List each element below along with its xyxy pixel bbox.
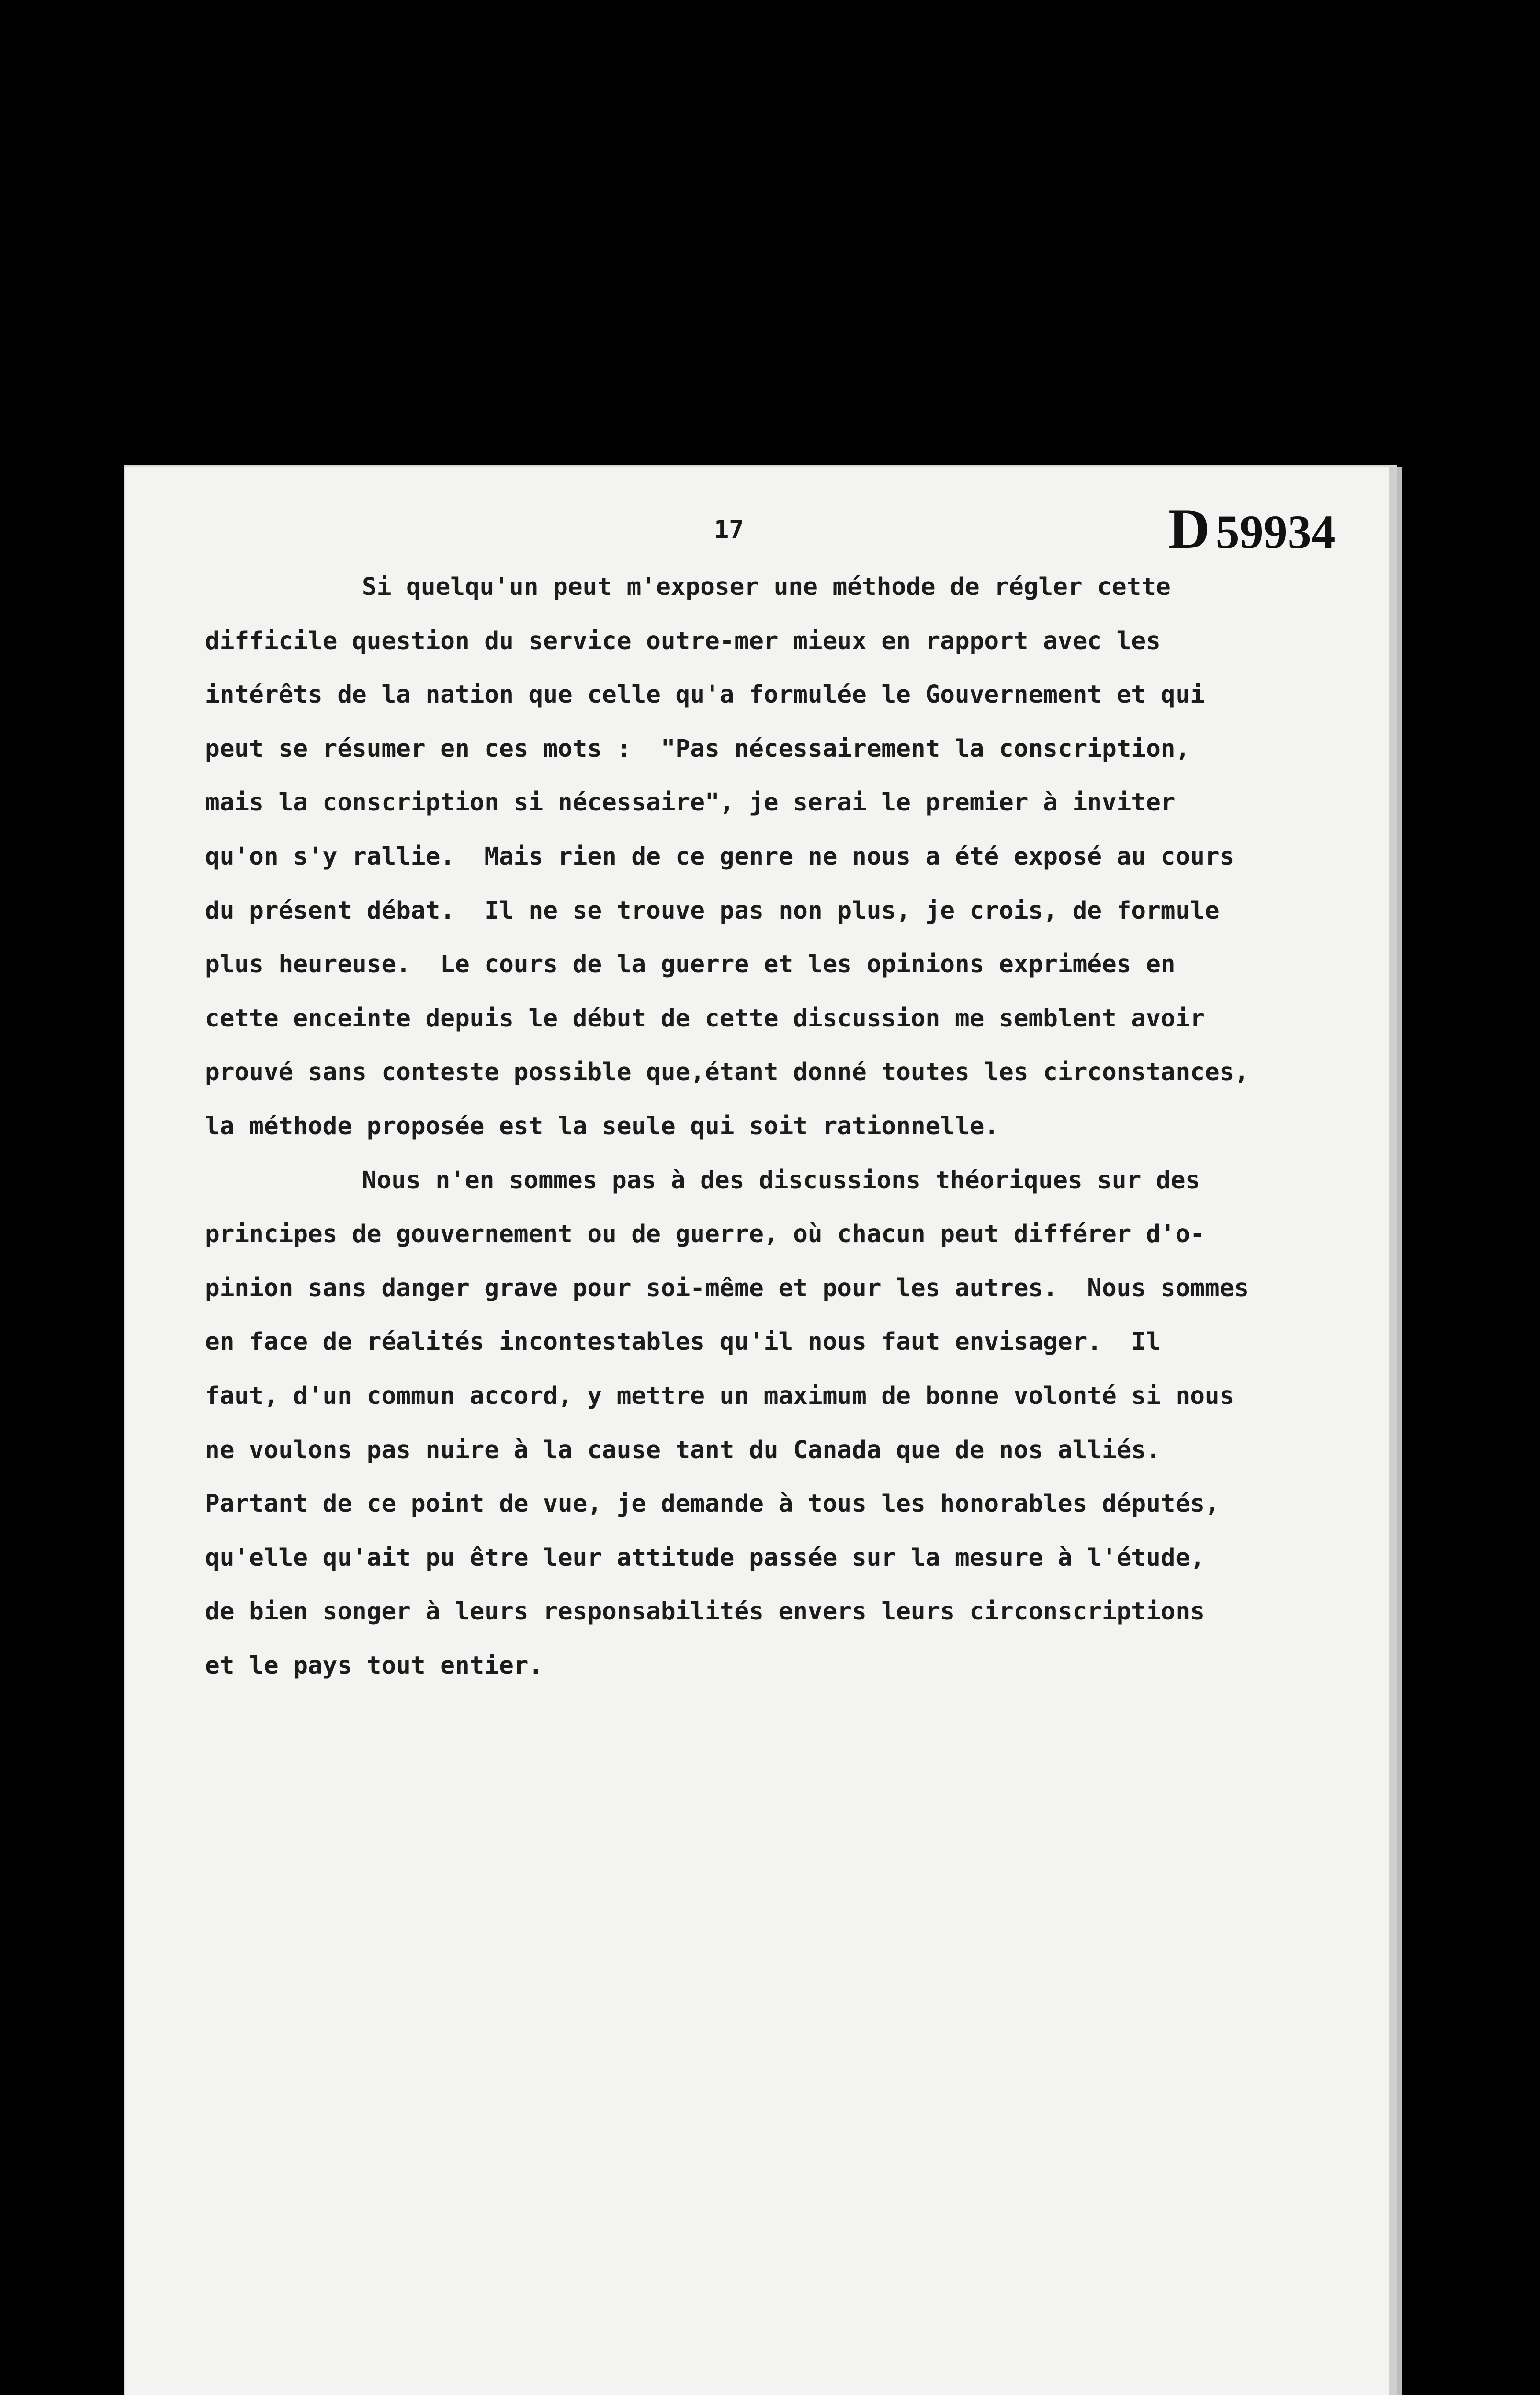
page-edge (1389, 467, 1397, 2395)
paragraph-2 (205, 1154, 1345, 1693)
text-line: du présent débat. Il ne se trouve pas non plus, je crois, de formule (205, 896, 1220, 925)
text-line: et le pays tout entier. (205, 1651, 544, 1680)
archive-stamp (1168, 496, 1336, 562)
text-line: la méthode proposée est la seule qui soit rationnelle. (205, 1112, 999, 1140)
text-line: Partant de ce point de vue, je demande à tous les honorables députés, (205, 1490, 1220, 1518)
text-line: difficile question du service outre-mer mieux en rapport avec les (205, 627, 1161, 655)
page-number: 17 (714, 515, 744, 544)
text-line: mais la conscription si nécessaire", je serai le premier à inviter (205, 788, 1176, 817)
text-line: Nous n'en sommes pas à des discussions théoriques sur des (362, 1166, 1200, 1195)
text-line: principes de gouvernement ou de guerre, où chacun peut différer d'o- (205, 1220, 1205, 1249)
text-line: Si quelqu'un peut m'exposer une méthode de régler cette (362, 573, 1171, 601)
text-line: peut se résumer en ces mots : "Pas nécessairement la conscription, (205, 734, 1190, 763)
text-line: qu'elle qu'ait pu être leur attitude passée sur la mesure à l'étude, (205, 1543, 1205, 1572)
text-line: intérêts de la nation que celle qu'a formulée le Gouvernement et qui (205, 681, 1205, 709)
text-line: prouvé sans conteste possible que,étant donné toutes les circonstances, (205, 1058, 1249, 1087)
text-line: faut, d'un commun accord, y mettre un maximum de bonne volonté si nous (205, 1381, 1234, 1410)
paragraph-1 (205, 560, 1345, 1154)
stamp-number: 59934 (1215, 505, 1336, 559)
text-line: cette enceinte depuis le début de cette discussion me semblent avoir (205, 1004, 1205, 1033)
text-line: qu'on s'y rallie. Mais rien de ce genre ne nous a été exposé au cours (205, 842, 1234, 871)
text-line: en face de réalités incontestables qu'il nous faut envisager. Il (205, 1328, 1161, 1357)
text-line: pinion sans danger grave pour soi-même et pour les autres. Nous sommes (205, 1274, 1249, 1302)
stamp-letter: D (1168, 497, 1210, 560)
text-line: plus heureuse. Le cours de la guerre et les opinions exprimées en (205, 950, 1176, 979)
text-line: de bien songer à leurs responsabilités envers leurs circonscriptions (205, 1597, 1205, 1626)
body-text (205, 560, 1345, 1693)
text-line: ne voulons pas nuire à la cause tant du Canada que de nos alliés. (205, 1436, 1161, 1464)
